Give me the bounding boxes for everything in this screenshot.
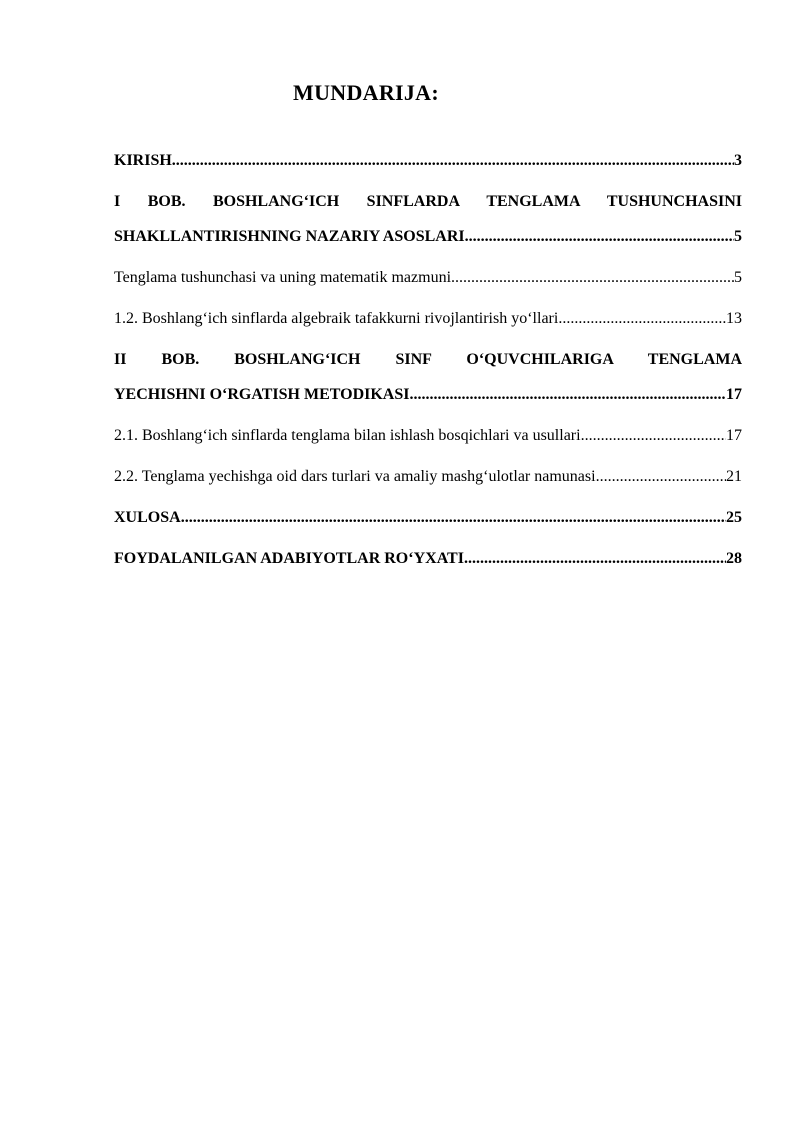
toc-leader-dots: [181, 507, 726, 529]
toc-entry-label: Tenglama tushunchasi va uning matematik mazmuni: [114, 269, 452, 286]
toc-entry-kirish[interactable]: [114, 150, 742, 172]
toc-page-number: 17: [726, 386, 742, 403]
toc-entry-label: YECHISHNI O‘RGATISH METODIKASI: [114, 386, 410, 403]
toc-entry-xulosa[interactable]: [114, 507, 742, 529]
toc-leader-dots: [451, 267, 734, 289]
toc-entry-label: SHAKLLANTIRISHNING NAZARIY ASOSLARI: [114, 228, 465, 245]
toc-page-number: 3: [734, 152, 742, 169]
toc-leader-dots: [172, 150, 734, 172]
table-of-contents: [114, 150, 742, 589]
toc-page-number: 13: [726, 310, 742, 327]
toc-entry-section-1-2[interactable]: [114, 308, 742, 330]
toc-entry-section-2-2[interactable]: [114, 466, 742, 488]
toc-entry-line: I BOB. BOSHLANG‘ICH SINFLARDA TENGLAMA TUSHUNCHASINI: [114, 193, 742, 210]
toc-leader-dots: [465, 226, 734, 248]
toc-page-number: 5: [734, 269, 742, 286]
toc-entry-label: 1.2. Boshlang‘ich sinflarda algebraik tafakkurni rivojlantirish yo‘llari: [114, 310, 559, 327]
toc-leader-dots: [558, 308, 726, 330]
toc-entry-label: FOYDALANILGAN ADABIYOTLAR RO‘YXATI: [114, 550, 464, 567]
toc-entry-adabiyotlar[interactable]: [114, 548, 742, 570]
toc-entry-label: 2.1. Boshlang‘ich sinflarda tenglama bilan ishlash bosqichlari va usullari: [114, 427, 581, 444]
toc-page-number: 28: [726, 550, 742, 567]
toc-entry-chapter-2[interactable]: [114, 349, 742, 406]
toc-entry-chapter-1[interactable]: [114, 191, 742, 248]
toc-entry-section-2-1[interactable]: [114, 425, 742, 447]
toc-entry-label: XULOSA: [114, 509, 181, 526]
toc-entry-continuation: [114, 226, 742, 248]
toc-page-number: 25: [726, 509, 742, 526]
toc-page-number: 5: [734, 228, 742, 245]
toc-page-number: 17: [726, 427, 742, 444]
page-title: MUNDARIJA:: [293, 80, 439, 105]
toc-leader-dots: [581, 425, 726, 447]
toc-entry-section-1-1[interactable]: [114, 267, 742, 289]
toc-entry-label: KIRISH: [114, 152, 172, 169]
toc-leader-dots: [596, 466, 726, 488]
toc-page-number: 21: [726, 468, 742, 485]
toc-entry-line: II BOB. BOSHLANG‘ICH SINF O‘QUVCHILARIGA TENGLAMA: [114, 351, 742, 368]
toc-entry-label: 2.2. Tenglama yechishga oid dars turlari va amaliy mashg‘ulotlar namunasi: [114, 468, 596, 485]
toc-leader-dots: [464, 548, 726, 570]
toc-entry-continuation: [114, 384, 742, 406]
toc-leader-dots: [409, 384, 726, 406]
